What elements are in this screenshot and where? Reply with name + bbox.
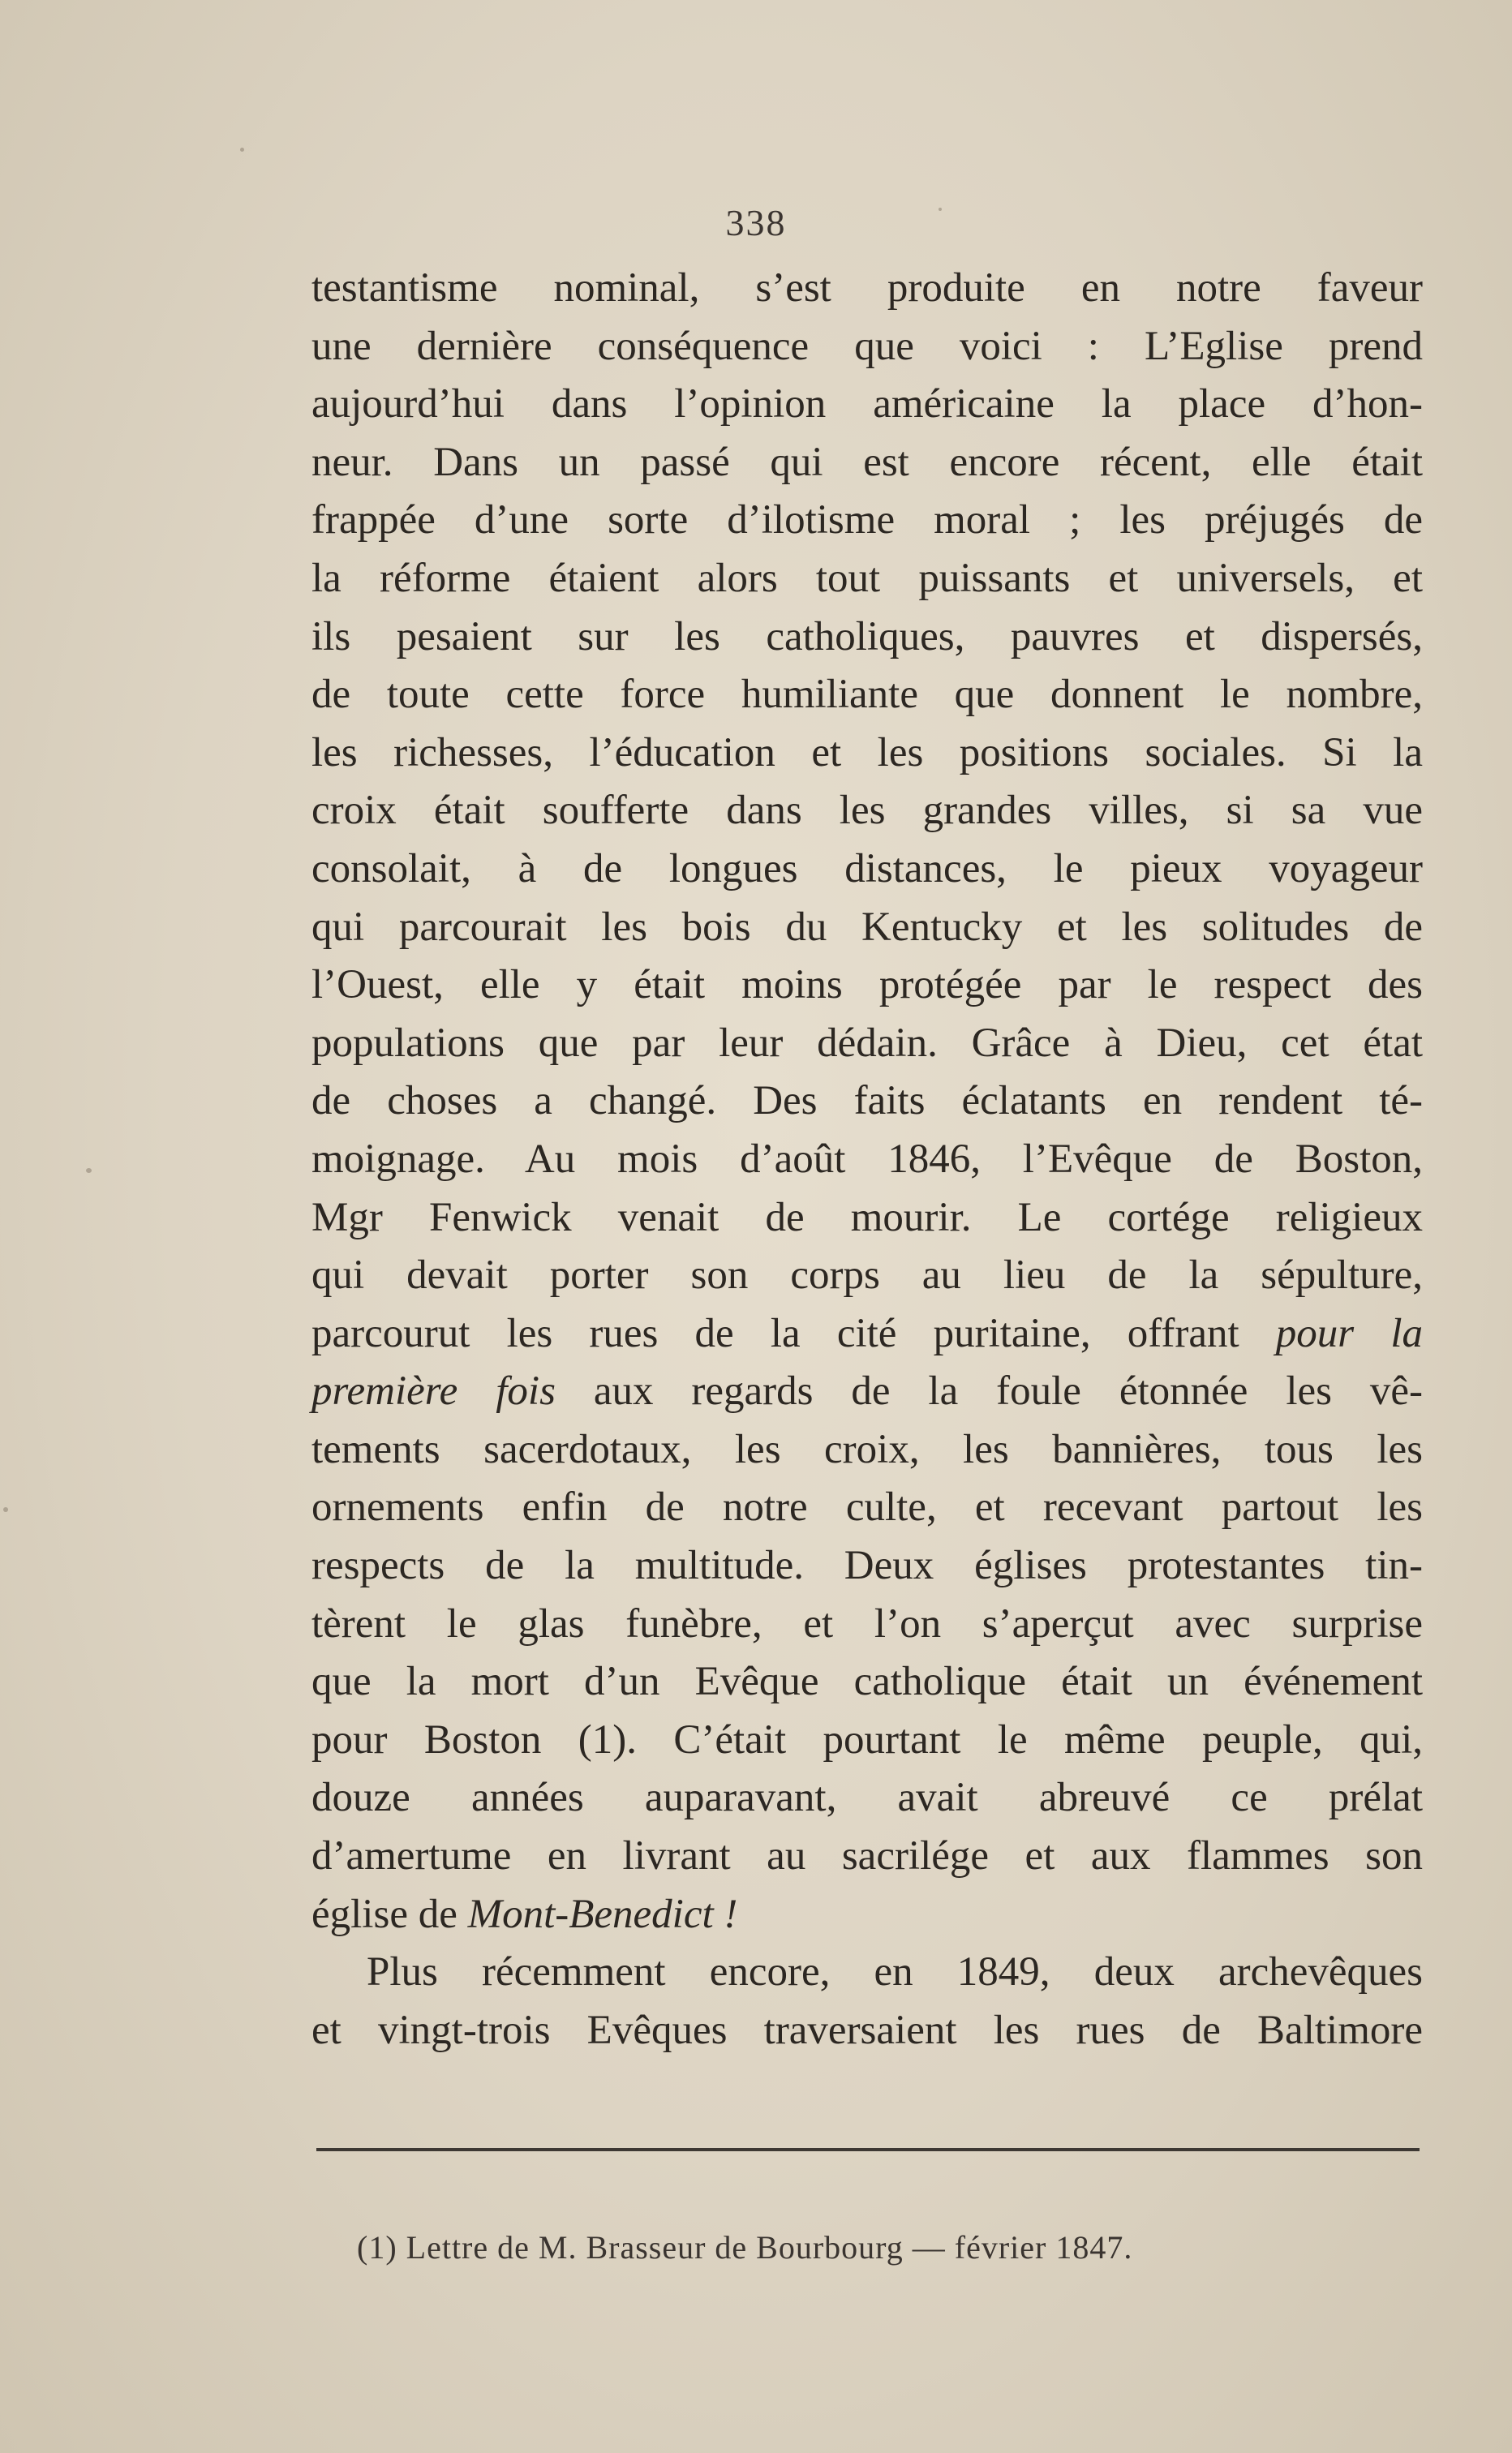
text-run: parcourut les rues de la cité puritaine, offrant bbox=[311, 1310, 1239, 1356]
text-line: de choses a changé. Des faits éclatants en rendent té- bbox=[311, 1078, 1423, 1124]
text-line: de toute cette force humiliante que donnent le nombre, bbox=[311, 672, 1423, 718]
paragraph-end-line bbox=[311, 1886, 1423, 1944]
paper-speck bbox=[3, 1507, 8, 1512]
text-line: pour Boston (1). C’était pourtant le même peuple, qui, bbox=[311, 1716, 1423, 1763]
text-line: consolait, à de longues distances, le pieux voyageur bbox=[311, 845, 1423, 891]
text-line: Mgr Fenwick venait de mourir. Le cortége religieux bbox=[311, 1194, 1423, 1240]
text-line: ils pesaient sur les catholiques, pauvres et dispersés, bbox=[311, 613, 1423, 659]
footnote: (1) Lettre de M. Brasseur de Bourbourg — février 1847. bbox=[357, 2229, 1133, 2266]
text-line: frappée d’une sorte d’ilotisme moral ; les préjugés de bbox=[311, 497, 1423, 543]
text-line: une dernière conséquence que voici : L’Eglise prend bbox=[311, 323, 1423, 369]
text-line: aujourd’hui dans l’opinion américaine la place d’hon- bbox=[311, 381, 1423, 427]
text-line: Plus récemment encore, en 1849, deux archevêques bbox=[367, 1949, 1423, 1995]
text-line: que la mort d’un Evêque catholique était un événement bbox=[311, 1659, 1423, 1705]
text-line: l’Ouest, elle y était moins protégée par le respect des bbox=[311, 962, 1423, 1008]
text-line: populations que par leur dédain. Grâce à Dieu, cet état bbox=[311, 1020, 1423, 1066]
text-line: ornements enfin de notre culte, et recevant partout les bbox=[311, 1484, 1423, 1531]
text-line bbox=[311, 1305, 1423, 1364]
paper-speck bbox=[240, 148, 244, 152]
text-line: tèrent le glas funèbre, et l’on s’aperçut avec surprise bbox=[311, 1600, 1423, 1647]
text-line: et vingt-trois Evêques traversaient les rues de Baltimore bbox=[311, 2007, 1423, 2053]
text-line: croix était soufferte dans les grandes villes, si sa vue bbox=[311, 788, 1423, 834]
text-line: douze années auparavant, avait abreuvé ce prélat bbox=[311, 1775, 1423, 1821]
italic-run: pour la bbox=[1275, 1310, 1423, 1356]
text-line: moignage. Au mois d’août 1846, l’Evêque de Boston, bbox=[311, 1136, 1423, 1182]
text-line: les richesses, l’éducation et les positions sociales. Si la bbox=[311, 729, 1423, 775]
text-line: qui parcourait les bois du Kentucky et les solitudes de bbox=[311, 904, 1423, 950]
text-line: neur. Dans un passé qui est encore récent, elle était bbox=[311, 439, 1423, 485]
footnote-rule bbox=[316, 2148, 1420, 2151]
paper-speck bbox=[86, 1168, 92, 1173]
italic-run: Mont-Benedict ! bbox=[467, 1891, 738, 1937]
page-number: 338 bbox=[725, 202, 787, 243]
text-line: d’amertume en livrant au sacrilége et aux flammes son bbox=[311, 1833, 1423, 1879]
text-line: la réforme étaient alors tout puissants et universels, et bbox=[311, 555, 1423, 601]
text-line bbox=[311, 1363, 1423, 1421]
text-run: aux regards de la foule étonnée les vê- bbox=[593, 1368, 1424, 1415]
text-run: église de bbox=[311, 1891, 457, 1937]
text-line: testantisme nominal, s’est produite en notre faveur bbox=[311, 265, 1423, 311]
text-line: qui devait porter son corps au lieu de la sépulture, bbox=[311, 1252, 1423, 1299]
text-line: tements sacerdotaux, les croix, les bannières, tous les bbox=[311, 1426, 1423, 1472]
body-text bbox=[311, 260, 1423, 2060]
text-line: respects de la multitude. Deux églises protestantes tin- bbox=[311, 1543, 1423, 1589]
italic-run: première fois bbox=[311, 1368, 556, 1415]
